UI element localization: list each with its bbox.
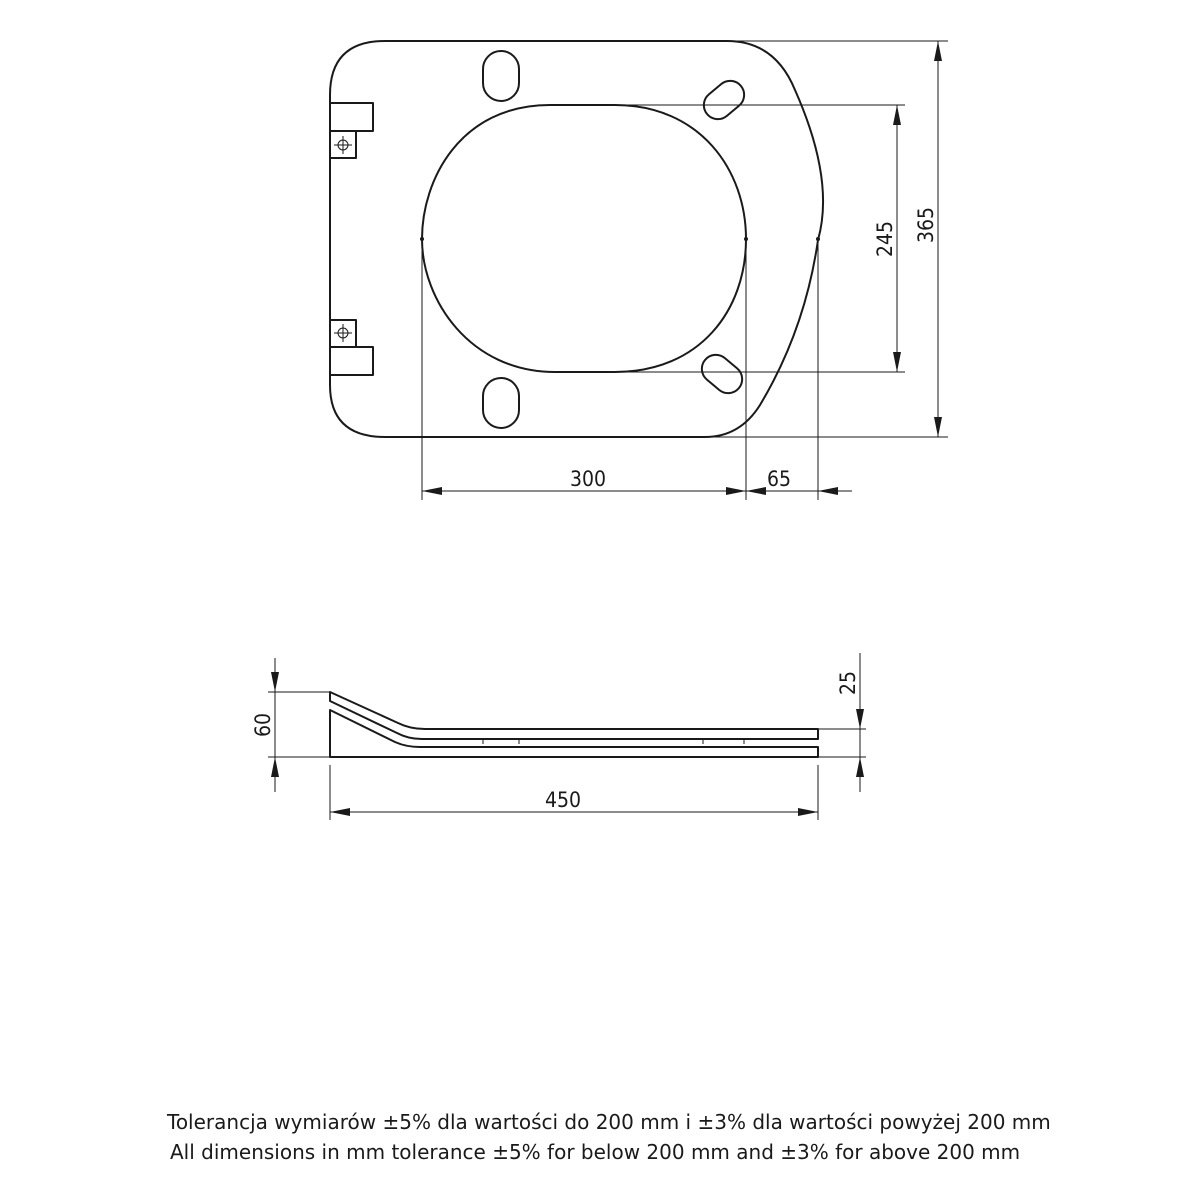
dim-65: 65 <box>766 467 792 491</box>
dim-300: 300 <box>569 467 607 491</box>
slot-hole-bottom-left <box>483 378 519 428</box>
slot-hole-top-left <box>483 51 519 101</box>
tolerance-note-polish: Tolerancja wymiarów ±5% dla wartości do 200 mm i ±3% dla wartości powyżej 200 mm <box>167 1110 1051 1134</box>
seat-profile <box>330 710 818 757</box>
dim-450: 450 <box>544 788 582 812</box>
side-view <box>251 653 866 820</box>
hinge-bottom <box>330 320 373 375</box>
lid-profile <box>330 692 818 739</box>
dim-25: 25 <box>836 670 860 696</box>
dim-245: 245 <box>873 220 897 258</box>
seat-opening <box>422 105 746 372</box>
seat-outline <box>330 41 823 437</box>
slot-hole-bottom-right <box>696 349 748 399</box>
tolerance-note-english: All dimensions in mm tolerance ±5% for below 200 mm and ±3% for above 200 mm <box>170 1140 1021 1164</box>
top-view <box>330 41 948 500</box>
dim-365: 365 <box>914 206 938 244</box>
slot-hole-top-right <box>698 75 750 125</box>
dim-60: 60 <box>251 712 275 738</box>
hinge-top <box>330 103 373 158</box>
